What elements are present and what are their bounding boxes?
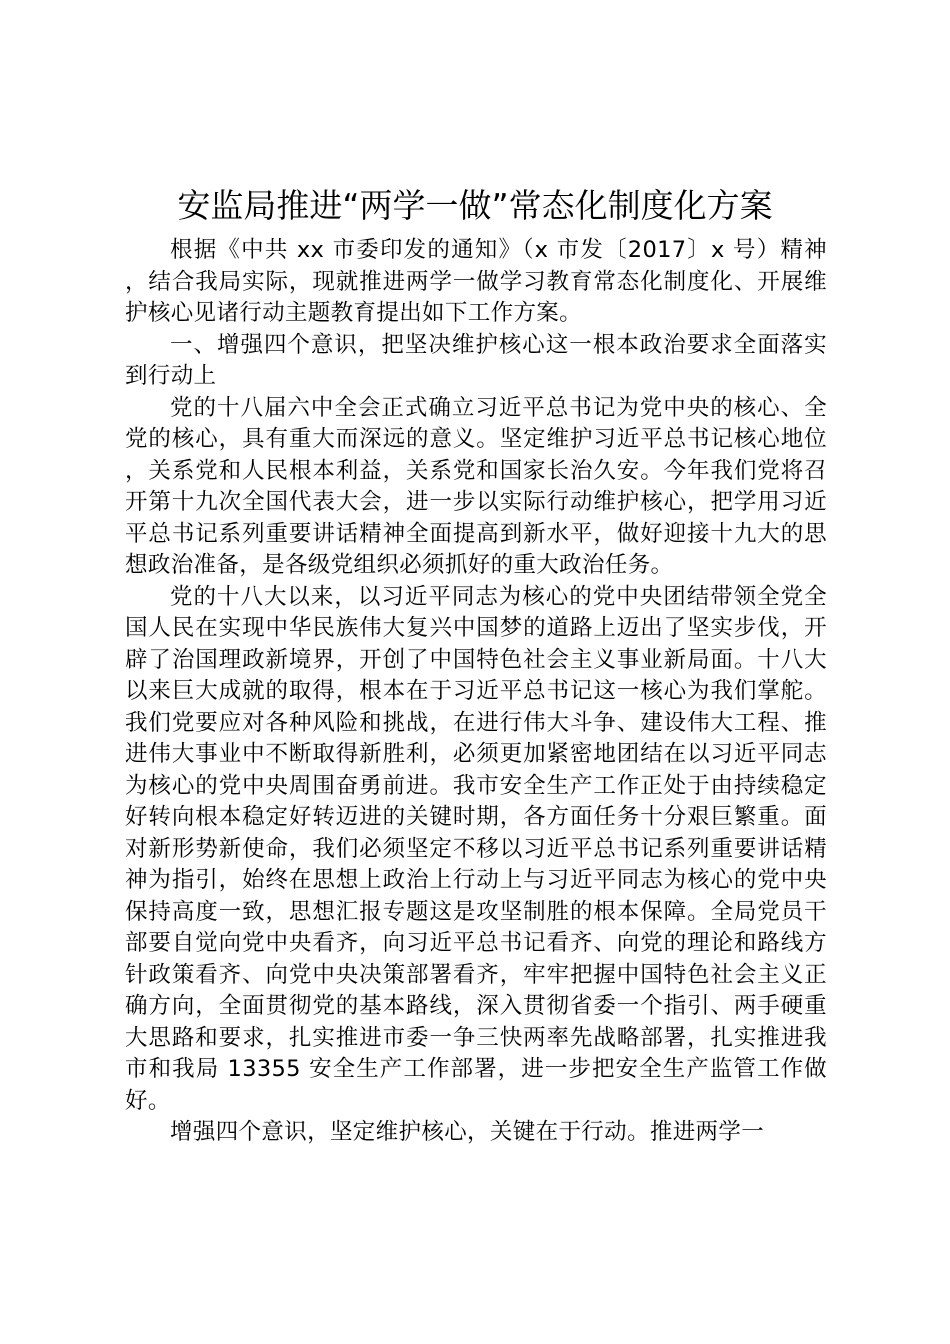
section-heading-1: 一、增强四个意识，把坚决维护核心这一根本政治要求全面落实到行动上	[125, 331, 827, 389]
paragraph-achievements: 党的十八大以来，以习近平同志为核心的党中央团结带领全党全国人民在实现中华民族伟大复兴中国梦的道路上迈出了坚实步伐，开辟了治国理政新境界，开创了中国特色社会主义事业新局面。十八大以来巨大成就的取得，根本在于习近平总书记这一核心为我们掌舵。我们党要应对各种风险和挑战，在进行伟大斗争、建设伟大工程、推进伟大事业中不断取得新胜利，必须更加紧密地团结在以习近平同志为核心的党中央周围奋勇前进。我市安全生产工作正处于由持续稳定好转向根本稳定好转迈进的关键时期，各方面任务十分艰巨繁重。面对新形势新使命，我们必须坚定不移以习近平总书记系列重要讲话精神为指引，始终在思想上政治上行动上与习近平同志为核心的党中央保持高度一致，思想汇报专题这是攻坚制胜的根本保障。全局党员干部要自觉向党中央看齐，向习近平总书记看齐、向党的理论和路线方针政策看齐、向党中央决策部署看齐，牢牢把握中国特色社会主义正确方向，全面贯彻党的基本路线，深入贯彻省委一个指引、两手硬重大思路和要求，扎实推进市委一争三快两率先战略部署，扎实推进我市和我局 13355 安全生产工作部署，进一步把安全生产监管工作做好。	[125, 583, 827, 1114]
document-body	[125, 235, 827, 1149]
paragraph-significance: 党的十八届六中全会正式确立习近平总书记为党中央的核心、全党的核心，具有重大而深远的意义。坚定维护习近平总书记核心地位，关系党和人民根本利益，关系党和国家长治久安。今年我们党将召开第十九次全国代表大会，进一步以实际行动维护核心，把学用习近平总书记系列重要讲话精神全面提高到新水平，做好迎接十九大的思想政治准备，是各级党组织必须抓好的重大政治任务。	[125, 394, 827, 578]
paragraph-intro: 根据《中共 xx 市委印发的通知》（x 市发〔2017〕x 号）精神，结合我局实际，现就推进两学一做学习教育常态化制度化、开展维护核心见诸行动主题教育提出如下工作方案。	[125, 237, 827, 326]
paragraph-action: 增强四个意识，坚定维护核心，关键在于行动。推进两学一	[170, 1119, 765, 1145]
document-title: 安监局推进“两学一做”常态化制度化方案	[177, 186, 773, 225]
